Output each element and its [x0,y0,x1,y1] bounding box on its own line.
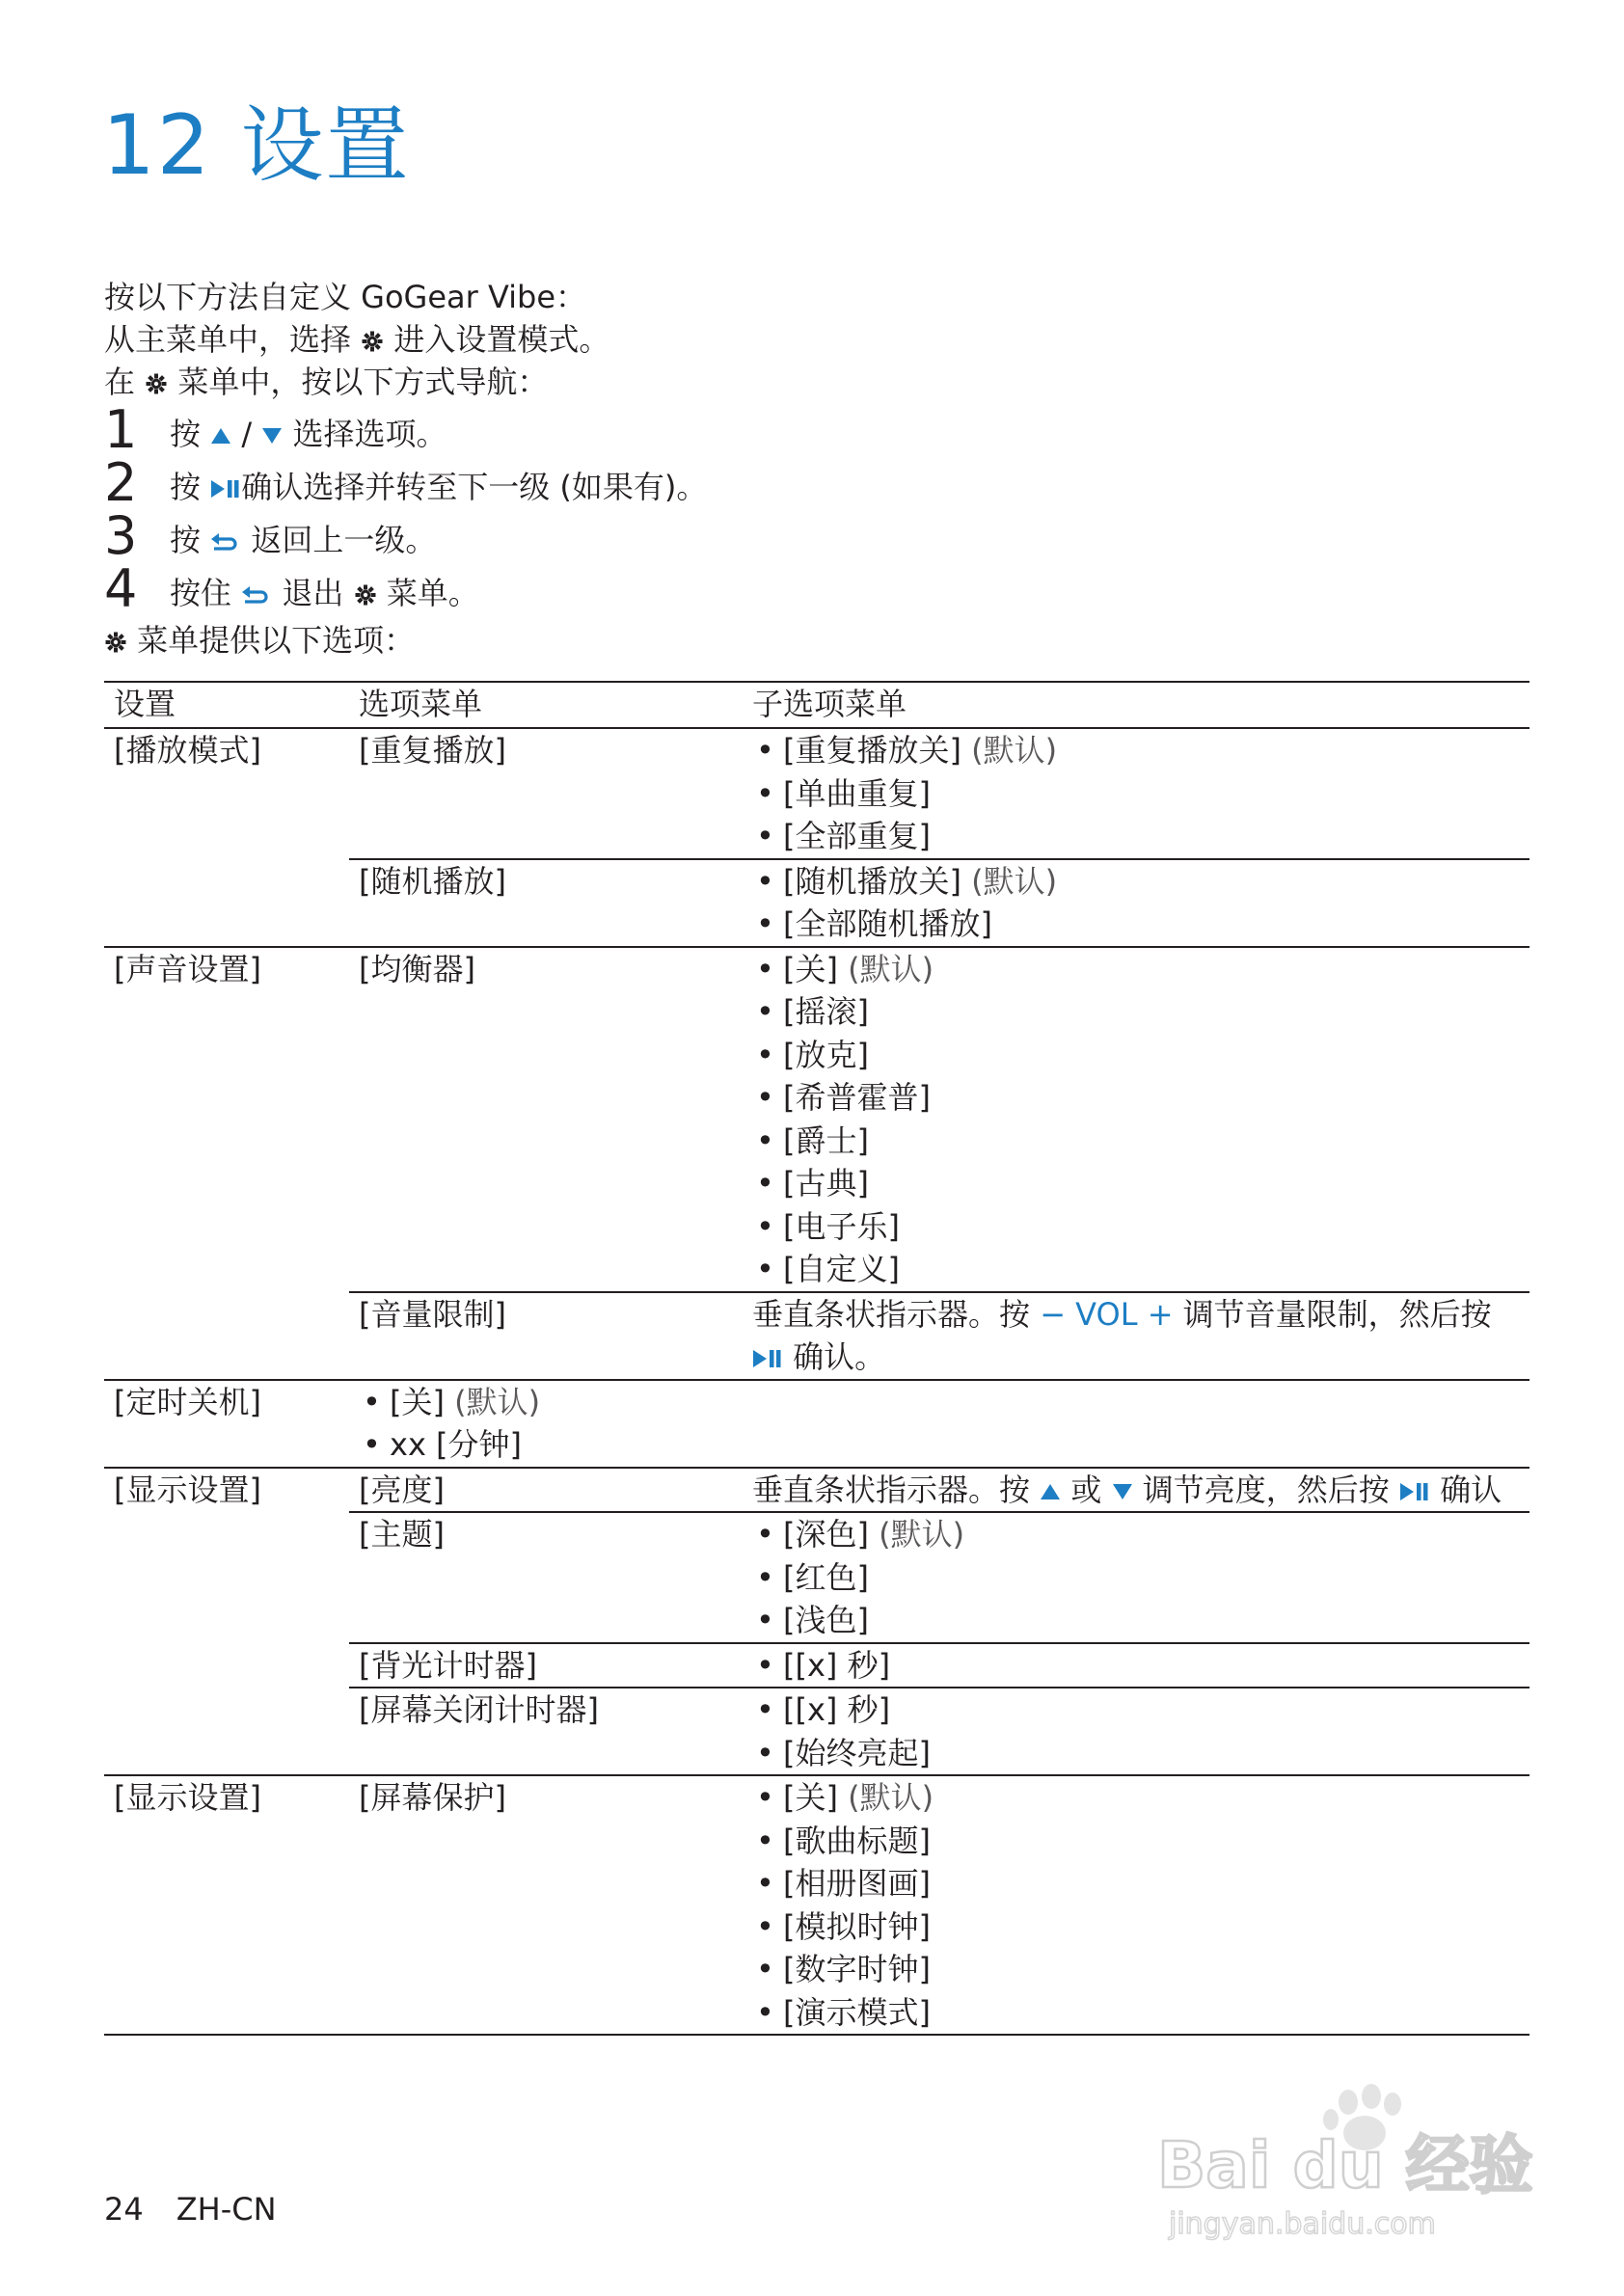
table-row [104,1468,1529,1513]
list-item: • [全部重复] [752,815,1529,858]
option-shuffle: [随机播放] [349,859,743,947]
col-header-option: 选项菜单 [349,682,743,728]
suboption-list [752,948,1529,1291]
list-item: • [始终亮起] [752,1732,1529,1775]
triangle-up-icon [210,425,231,446]
chapter-number: 12 [102,97,212,194]
list-item: • [关] (默认) [752,1776,1529,1820]
gear-icon [354,583,377,607]
option-repeat: [重复播放] [349,728,743,859]
play-pause-icon [210,477,241,500]
option-brightness: [亮度] [349,1468,743,1513]
intro-line-1: 按以下方法自定义 GoGear Vibe： [104,279,587,315]
gear-icon [361,330,384,353]
triangle-down-icon [261,425,283,446]
list-item: • [关] (默认) [359,1381,743,1424]
setting-play-mode: [播放模式] [104,728,349,947]
table-row [104,728,1529,859]
setting-sleep-timer: [定时关机] [104,1380,349,1468]
setting-sound: [声音设置] [104,947,349,1380]
option-theme: [主题] [349,1512,743,1643]
gear-icon [104,631,127,654]
suboption-list [752,1644,1529,1688]
minus-icon: − [1040,1295,1066,1333]
menu-intro: 菜单提供以下选项： [104,619,415,662]
suboption-list [752,729,1529,858]
option-screensaver: [屏幕保护] [349,1775,743,2035]
suboption-list [752,860,1529,946]
list-item: • [[x] 秒] [752,1688,1529,1732]
suboption-list [752,1688,1529,1774]
list-item: • [放克] [752,1034,1529,1077]
table-row [104,1380,1529,1468]
list-item: • xx [分钟] [359,1423,743,1467]
suboption-list [752,1513,1529,1642]
list-item: • [随机播放关] (默认) [752,860,1529,904]
settings-table [104,681,1529,2036]
list-item: • [希普霍普] [752,1076,1529,1120]
list-item: • [单曲重复] [752,772,1529,816]
option-volume-limit: [音量限制] [349,1292,743,1380]
table-header-row [104,682,1529,728]
list-item: • [红色] [752,1556,1529,1600]
setting-display: [显示设置] [104,1468,349,1776]
list-item: • [关] (默认) [752,948,1529,991]
intro [104,276,609,403]
back-icon [241,583,272,607]
table-row [104,947,1529,1292]
triangle-down-icon [1112,1481,1133,1502]
option-equalizer: [均衡器] [349,947,743,1292]
list-item: • [模拟时钟] [752,1905,1529,1949]
intro-line-3: 在 菜单中，按以下方式导航： [104,364,549,400]
option-backlight-timer: [背光计时器] [349,1643,743,1688]
chapter-title: 设置 [240,97,411,194]
option-screen-off-timer: [屏幕关闭计时器] [349,1688,743,1775]
play-pause-icon [1399,1480,1430,1503]
setting-display-2: [显示设置] [104,1775,349,2035]
list-item: • [相册图画] [752,1862,1529,1905]
list-item: • [深色] (默认) [752,1513,1529,1556]
watermark-brand: Bai du 经验 [1157,2128,1533,2202]
list-item: • [爵士] [752,1120,1529,1163]
page-number: 24 [104,2191,144,2228]
list-item: • [演示模式] [752,1991,1529,2035]
list-item: • [全部随机播放] [752,903,1529,946]
table-row [104,1775,1529,2035]
baidu-watermark-logo [1157,2073,1543,2247]
option-list [359,1381,743,1467]
volume-limit-description: 垂直条状指示器。按 − VOL + 调节音量限制，然后按 确认。 [743,1292,1529,1380]
back-icon [210,530,241,554]
list-item: • [歌曲标题] [752,1820,1529,1863]
play-pause-icon [752,1347,783,1370]
plus-icon: + [1147,1295,1174,1333]
list-item: • [[x] 秒] [752,1644,1529,1688]
col-header-suboption: 子选项菜单 [743,682,1529,728]
suboption-list [752,1776,1529,2034]
brightness-description: 垂直条状指示器。按 或 调节亮度，然后按 确认 [743,1468,1529,1513]
col-header-setting: 设置 [104,682,349,728]
watermark-url: jingyan.baidu.com [1169,2207,1436,2241]
page-footer [104,2191,277,2228]
list-item: • [数字时钟] [752,1948,1529,1991]
triangle-up-icon [1040,1481,1061,1502]
list-item: • [重复播放关] (默认) [752,729,1529,772]
list-item: • [摇滚] [752,990,1529,1034]
page-heading [102,97,411,194]
list-item: • [古典] [752,1162,1529,1205]
gear-icon [145,372,168,395]
list-item: • [浅色] [752,1599,1529,1642]
list-item: • [自定义] [752,1248,1529,1291]
list-item: • [电子乐] [752,1205,1529,1249]
intro-line-2: 从主菜单中，选择 进入设置模式。 [104,321,610,358]
language-code: ZH-CN [176,2191,277,2228]
